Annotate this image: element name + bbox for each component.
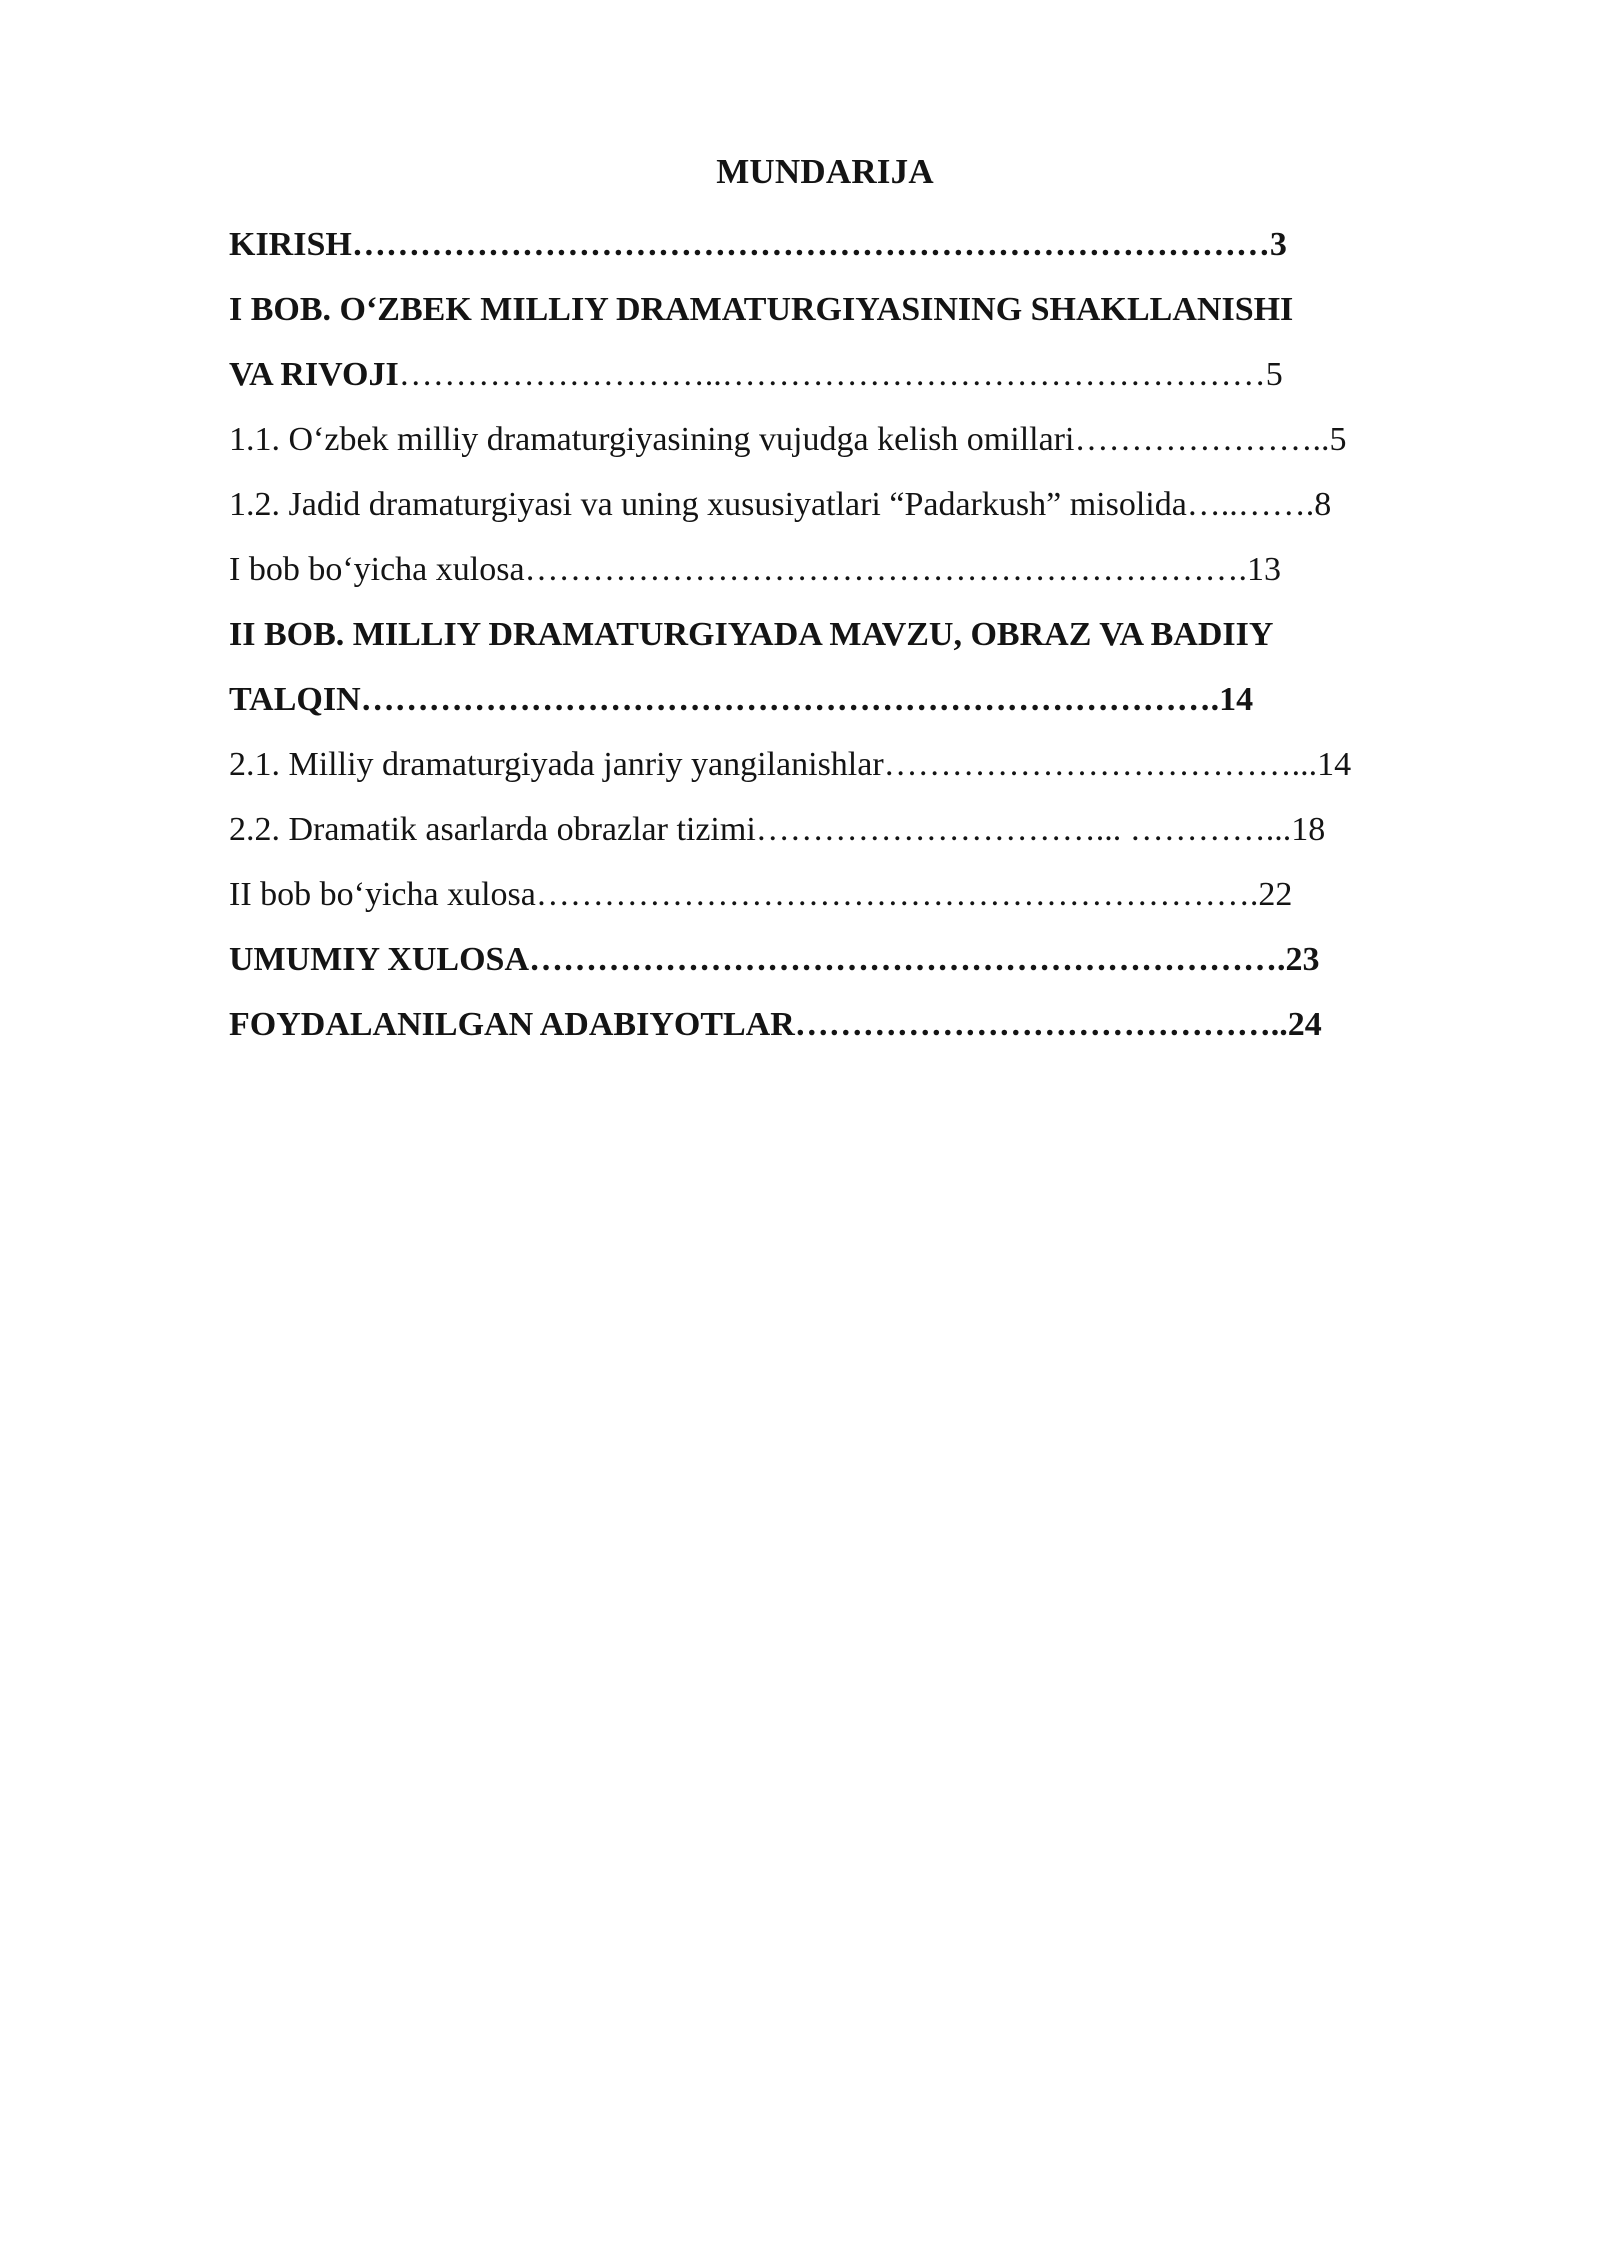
toc-entry-text: TALQIN………………………………………………………………….14 <box>229 681 1254 718</box>
toc-entry-text: FOYDALANILGAN ADABIYOTLAR……………………………………..24 <box>229 1006 1322 1043</box>
toc-entry-chapter-2-title <box>229 602 1479 667</box>
toc-entry-leader: ………………………..…………………………………………5 <box>398 356 1283 393</box>
toc-entry-references <box>229 992 1479 1057</box>
toc-entry-chapter-1-title-cont <box>229 342 1479 407</box>
toc-entry-text: UMUMIY XULOSA………………………………………………………….23 <box>229 941 1320 978</box>
toc-entry-text: II bob bo‘yicha xulosa……………………………………………………….22 <box>229 876 1293 913</box>
toc-entry-text: I bob bo‘yicha xulosa……………………………………………………….13 <box>229 551 1282 588</box>
toc-entry-text: VA RIVOJI <box>229 356 399 393</box>
toc-entry-text: 2.2. Dramatik asarlarda obrazlar tizimi…………………………... …………...18 <box>229 811 1326 848</box>
toc-title: MUNDARIJA <box>716 152 934 191</box>
toc-entry-1-1 <box>229 407 1479 472</box>
toc-entry-2-2 <box>229 797 1479 862</box>
toc-entry-1-2 <box>229 472 1479 537</box>
toc-list <box>229 212 1479 1057</box>
toc-entry-text: 1.2. Jadid dramaturgiyasi va uning xususiyatlari “Padarkush” misolida…..…….8 <box>229 486 1332 523</box>
toc-entry-chapter-2-title-cont <box>229 667 1479 732</box>
toc-entry-chapter-2-conclusion <box>229 862 1479 927</box>
toc-entry-chapter-1-conclusion <box>229 537 1479 602</box>
toc-entry-text: 1.1. O‘zbek milliy dramaturgiyasining vujudga kelish omillari…………………..5 <box>229 421 1347 458</box>
toc-entry-general-conclusion <box>229 927 1479 992</box>
toc-entry-text: II BOB. MILLIY DRAMATURGIYADA MAVZU, OBRAZ VA BADIIY <box>229 616 1274 653</box>
toc-entry-2-1 <box>229 732 1479 797</box>
toc-entry-kirish <box>229 212 1479 277</box>
toc-entry-text: I BOB. O‘ZBEK MILLIY DRAMATURGIYASINING SHAKLLANISHI <box>229 291 1294 328</box>
toc-entry-chapter-1-title <box>229 277 1479 342</box>
toc-entry-text: 2.1. Milliy dramaturgiyada janriy yangilanishlar………………………………...14 <box>229 746 1352 783</box>
toc-entry-text: KIRISH………………………………………………………………………3 <box>229 226 1287 263</box>
